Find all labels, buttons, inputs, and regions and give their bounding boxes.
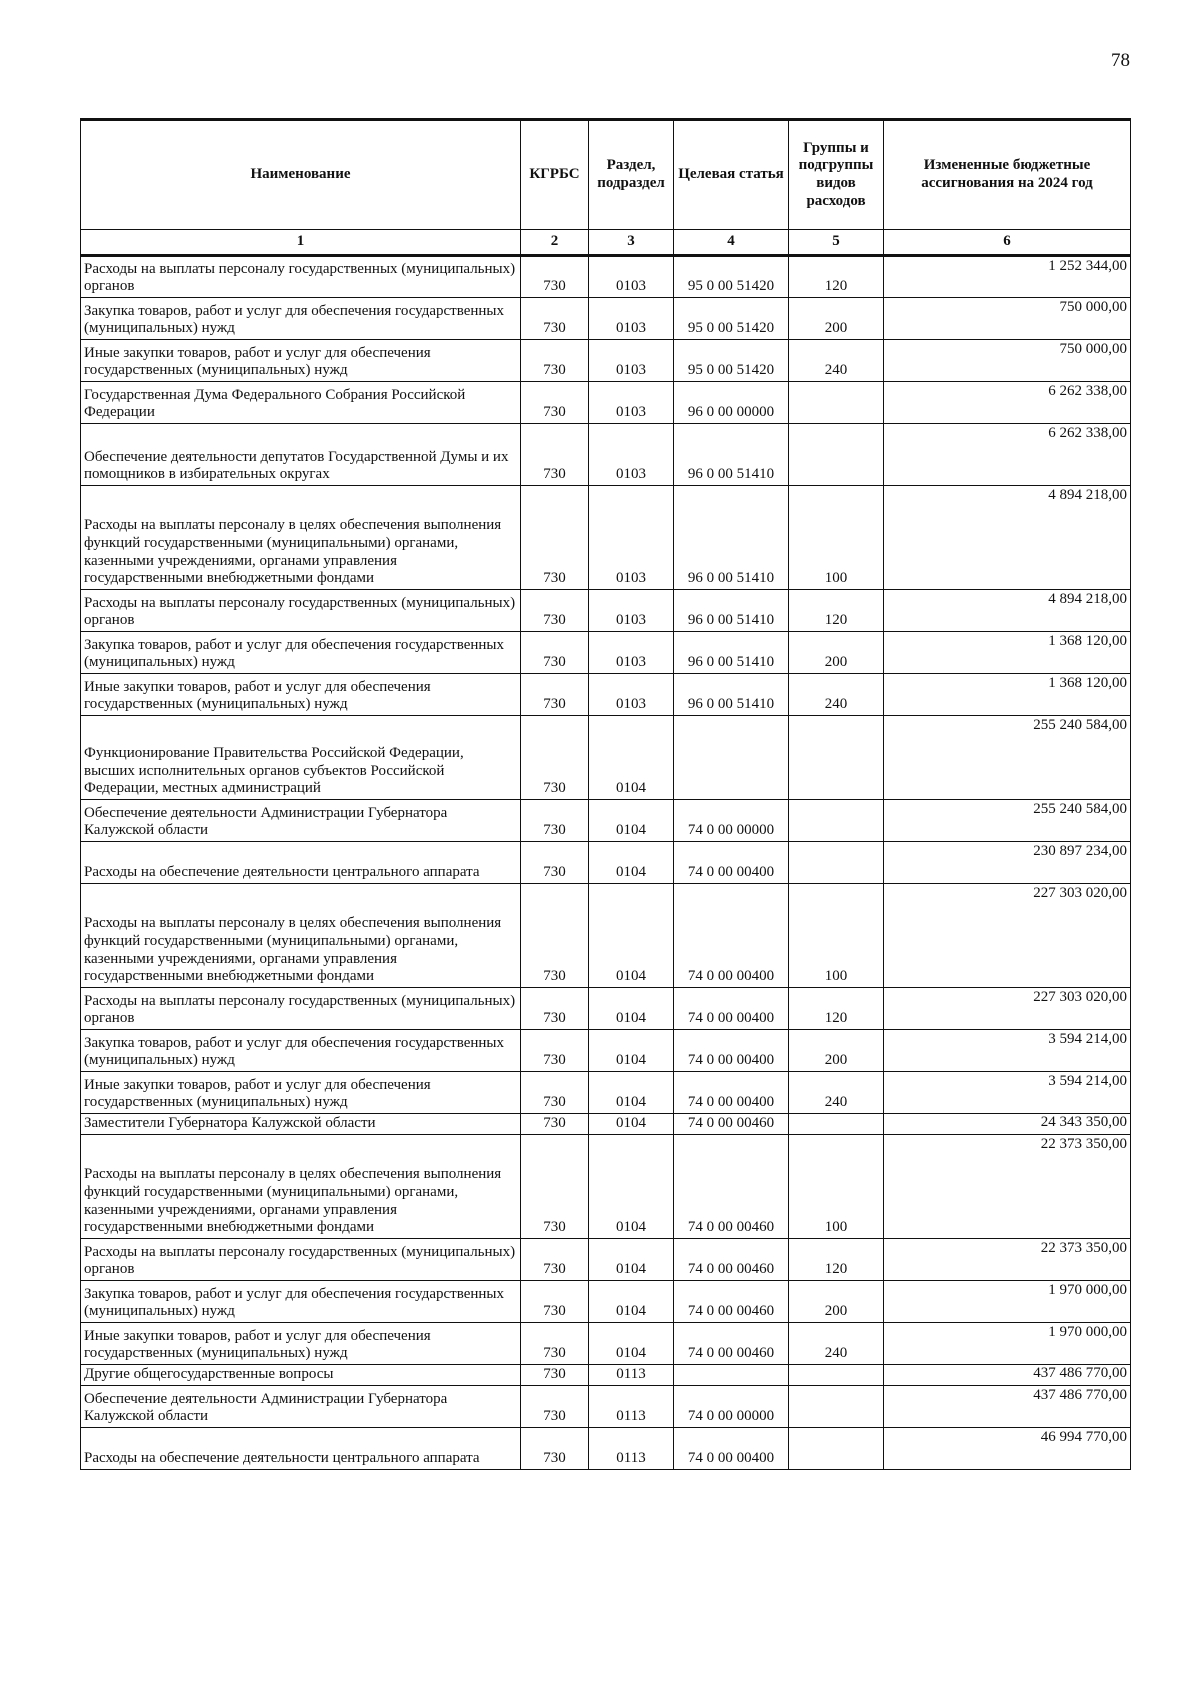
header-row bbox=[81, 120, 1131, 230]
row-article: 96 0 00 51410 bbox=[674, 674, 789, 716]
row-section: 0103 bbox=[589, 298, 674, 340]
row-name: Обеспечение деятельности Администрации Губернатора Калужской области bbox=[81, 800, 521, 842]
row-group: 240 bbox=[789, 1323, 884, 1365]
row-kgrbs: 730 bbox=[521, 590, 589, 632]
row-amount: 437 486 770,00 bbox=[884, 1365, 1131, 1386]
row-name: Обеспечение деятельности депутатов Государственной Думы и их помощников в избирательных округах bbox=[81, 424, 521, 486]
row-group: 120 bbox=[789, 590, 884, 632]
row-name: Расходы на обеспечение деятельности центрального аппарата bbox=[81, 1428, 521, 1470]
row-article: 74 0 00 00000 bbox=[674, 800, 789, 842]
row-name: Расходы на выплаты персоналу в целях обеспечения выполнения функций государственными (муниципальными) органами, казенными учреждениями, органами управления государственными внебюджетными фондами bbox=[81, 1135, 521, 1239]
row-amount: 22 373 350,00 bbox=[884, 1135, 1131, 1239]
row-article: 95 0 00 51420 bbox=[674, 256, 789, 298]
row-name: Иные закупки товаров, работ и услуг для обеспечения государственных (муниципальных) нужд bbox=[81, 1323, 521, 1365]
header-kgrbs: КГРБС bbox=[521, 120, 589, 230]
row-group bbox=[789, 382, 884, 424]
row-group bbox=[789, 842, 884, 884]
row-amount: 3 594 214,00 bbox=[884, 1072, 1131, 1114]
row-name: Иные закупки товаров, работ и услуг для обеспечения государственных (муниципальных) нужд bbox=[81, 674, 521, 716]
row-amount: 230 897 234,00 bbox=[884, 842, 1131, 884]
row-group bbox=[789, 424, 884, 486]
row-section: 0104 bbox=[589, 1030, 674, 1072]
table-row bbox=[81, 988, 1131, 1030]
row-kgrbs: 730 bbox=[521, 1323, 589, 1365]
row-name: Расходы на выплаты персоналу государственных (муниципальных) органов bbox=[81, 256, 521, 298]
row-amount: 6 262 338,00 bbox=[884, 424, 1131, 486]
table-row bbox=[81, 842, 1131, 884]
column-number: 6 bbox=[884, 230, 1131, 256]
row-amount: 1 252 344,00 bbox=[884, 256, 1131, 298]
row-group bbox=[789, 800, 884, 842]
row-section: 0104 bbox=[589, 1114, 674, 1135]
row-section: 0104 bbox=[589, 988, 674, 1030]
row-group: 200 bbox=[789, 1030, 884, 1072]
row-article bbox=[674, 716, 789, 800]
table-row bbox=[81, 1323, 1131, 1365]
row-name: Иные закупки товаров, работ и услуг для обеспечения государственных (муниципальных) нужд bbox=[81, 340, 521, 382]
table-row bbox=[81, 382, 1131, 424]
row-amount: 6 262 338,00 bbox=[884, 382, 1131, 424]
row-kgrbs: 730 bbox=[521, 1135, 589, 1239]
row-kgrbs: 730 bbox=[521, 988, 589, 1030]
row-amount: 227 303 020,00 bbox=[884, 884, 1131, 988]
row-amount: 22 373 350,00 bbox=[884, 1239, 1131, 1281]
row-kgrbs: 730 bbox=[521, 340, 589, 382]
row-section: 0104 bbox=[589, 1323, 674, 1365]
row-article: 74 0 00 00000 bbox=[674, 1386, 789, 1428]
table-row bbox=[81, 1365, 1131, 1386]
row-group: 120 bbox=[789, 1239, 884, 1281]
row-kgrbs: 730 bbox=[521, 716, 589, 800]
row-kgrbs: 730 bbox=[521, 1239, 589, 1281]
table-row bbox=[81, 1072, 1131, 1114]
header-name: Наименование bbox=[81, 120, 521, 230]
row-section: 0104 bbox=[589, 1239, 674, 1281]
column-number: 4 bbox=[674, 230, 789, 256]
row-name: Расходы на обеспечение деятельности центрального аппарата bbox=[81, 842, 521, 884]
row-name: Функционирование Правительства Российской Федерации, высших исполнительных органов субъектов Российской Федерации, местных администраций bbox=[81, 716, 521, 800]
row-name: Закупка товаров, работ и услуг для обеспечения государственных (муниципальных) нужд bbox=[81, 298, 521, 340]
page-number: 78 bbox=[1111, 50, 1130, 71]
row-section: 0103 bbox=[589, 382, 674, 424]
row-section: 0104 bbox=[589, 800, 674, 842]
table-row bbox=[81, 716, 1131, 800]
row-name: Заместители Губернатора Калужской области bbox=[81, 1114, 521, 1135]
row-name: Расходы на выплаты персоналу государственных (муниципальных) органов bbox=[81, 988, 521, 1030]
row-kgrbs: 730 bbox=[521, 800, 589, 842]
column-number: 3 bbox=[589, 230, 674, 256]
row-section: 0113 bbox=[589, 1365, 674, 1386]
row-amount: 255 240 584,00 bbox=[884, 716, 1131, 800]
table-row bbox=[81, 1114, 1131, 1135]
row-section: 0103 bbox=[589, 632, 674, 674]
row-kgrbs: 730 bbox=[521, 674, 589, 716]
row-kgrbs: 730 bbox=[521, 256, 589, 298]
row-article: 96 0 00 51410 bbox=[674, 632, 789, 674]
table-row bbox=[81, 884, 1131, 988]
table-row bbox=[81, 486, 1131, 590]
row-group: 240 bbox=[789, 340, 884, 382]
row-kgrbs: 730 bbox=[521, 382, 589, 424]
row-article: 96 0 00 00000 bbox=[674, 382, 789, 424]
row-kgrbs: 730 bbox=[521, 1030, 589, 1072]
row-kgrbs: 730 bbox=[521, 884, 589, 988]
row-article: 74 0 00 00400 bbox=[674, 1072, 789, 1114]
row-name: Закупка товаров, работ и услуг для обеспечения государственных (муниципальных) нужд bbox=[81, 632, 521, 674]
row-amount: 437 486 770,00 bbox=[884, 1386, 1131, 1428]
row-group: 200 bbox=[789, 632, 884, 674]
column-number: 5 bbox=[789, 230, 884, 256]
row-kgrbs: 730 bbox=[521, 1281, 589, 1323]
row-article: 74 0 00 00400 bbox=[674, 884, 789, 988]
row-kgrbs: 730 bbox=[521, 1428, 589, 1470]
row-group: 120 bbox=[789, 256, 884, 298]
table-row bbox=[81, 424, 1131, 486]
row-section: 0103 bbox=[589, 424, 674, 486]
row-name: Иные закупки товаров, работ и услуг для обеспечения государственных (муниципальных) нужд bbox=[81, 1072, 521, 1114]
row-section: 0113 bbox=[589, 1428, 674, 1470]
table-row bbox=[81, 1428, 1131, 1470]
row-section: 0104 bbox=[589, 1135, 674, 1239]
row-name: Другие общегосударственные вопросы bbox=[81, 1365, 521, 1386]
row-kgrbs: 730 bbox=[521, 424, 589, 486]
row-article: 96 0 00 51410 bbox=[674, 486, 789, 590]
table-row bbox=[81, 1386, 1131, 1428]
row-amount: 4 894 218,00 bbox=[884, 590, 1131, 632]
row-group: 100 bbox=[789, 486, 884, 590]
row-amount: 227 303 020,00 bbox=[884, 988, 1131, 1030]
table-row bbox=[81, 1281, 1131, 1323]
row-section: 0103 bbox=[589, 674, 674, 716]
row-group: 100 bbox=[789, 1135, 884, 1239]
column-number: 1 bbox=[81, 230, 521, 256]
row-section: 0103 bbox=[589, 256, 674, 298]
row-article: 95 0 00 51420 bbox=[674, 298, 789, 340]
column-number-row bbox=[81, 230, 1131, 256]
table-row bbox=[81, 340, 1131, 382]
budget-table bbox=[80, 118, 1131, 1470]
row-name: Расходы на выплаты персоналу государственных (муниципальных) органов bbox=[81, 1239, 521, 1281]
row-amount: 750 000,00 bbox=[884, 340, 1131, 382]
row-amount: 46 994 770,00 bbox=[884, 1428, 1131, 1470]
row-group bbox=[789, 716, 884, 800]
row-section: 0103 bbox=[589, 340, 674, 382]
table-row bbox=[81, 298, 1131, 340]
header-group: Группы и подгруппы видов расходов bbox=[789, 120, 884, 230]
table-row bbox=[81, 590, 1131, 632]
row-article: 74 0 00 00460 bbox=[674, 1114, 789, 1135]
row-amount: 1 368 120,00 bbox=[884, 632, 1131, 674]
table-row bbox=[81, 800, 1131, 842]
row-section: 0104 bbox=[589, 1072, 674, 1114]
row-group: 100 bbox=[789, 884, 884, 988]
table-body bbox=[81, 256, 1131, 1470]
table-row bbox=[81, 1135, 1131, 1239]
row-kgrbs: 730 bbox=[521, 1386, 589, 1428]
row-article: 96 0 00 51410 bbox=[674, 424, 789, 486]
row-group: 240 bbox=[789, 674, 884, 716]
row-article: 74 0 00 00460 bbox=[674, 1239, 789, 1281]
header-amount: Измененные бюджетные ассигнования на 2024 год bbox=[884, 120, 1131, 230]
row-group bbox=[789, 1428, 884, 1470]
row-amount: 1 970 000,00 bbox=[884, 1323, 1131, 1365]
row-section: 0104 bbox=[589, 716, 674, 800]
row-name: Расходы на выплаты персоналу в целях обеспечения выполнения функций государственными (муниципальными) органами, казенными учреждениями, органами управления государственными внебюджетными фондами bbox=[81, 884, 521, 988]
row-section: 0104 bbox=[589, 1281, 674, 1323]
header-section: Раздел, подраздел bbox=[589, 120, 674, 230]
row-kgrbs: 730 bbox=[521, 1072, 589, 1114]
row-article: 74 0 00 00460 bbox=[674, 1281, 789, 1323]
row-name: Закупка товаров, работ и услуг для обеспечения государственных (муниципальных) нужд bbox=[81, 1281, 521, 1323]
row-article: 96 0 00 51410 bbox=[674, 590, 789, 632]
row-section: 0104 bbox=[589, 884, 674, 988]
row-amount: 1 970 000,00 bbox=[884, 1281, 1131, 1323]
row-group bbox=[789, 1114, 884, 1135]
row-article: 74 0 00 00400 bbox=[674, 1428, 789, 1470]
row-group bbox=[789, 1386, 884, 1428]
row-amount: 750 000,00 bbox=[884, 298, 1131, 340]
row-section: 0113 bbox=[589, 1386, 674, 1428]
row-kgrbs: 730 bbox=[521, 1114, 589, 1135]
row-kgrbs: 730 bbox=[521, 298, 589, 340]
row-group: 240 bbox=[789, 1072, 884, 1114]
row-kgrbs: 730 bbox=[521, 1365, 589, 1386]
row-group: 200 bbox=[789, 1281, 884, 1323]
table-row bbox=[81, 1239, 1131, 1281]
row-amount: 4 894 218,00 bbox=[884, 486, 1131, 590]
row-name: Расходы на выплаты персоналу государственных (муниципальных) органов bbox=[81, 590, 521, 632]
row-name: Государственная Дума Федерального Собрания Российской Федерации bbox=[81, 382, 521, 424]
header-article: Целевая статья bbox=[674, 120, 789, 230]
row-section: 0103 bbox=[589, 590, 674, 632]
row-article: 74 0 00 00460 bbox=[674, 1135, 789, 1239]
row-section: 0103 bbox=[589, 486, 674, 590]
row-article: 95 0 00 51420 bbox=[674, 340, 789, 382]
row-article: 74 0 00 00460 bbox=[674, 1323, 789, 1365]
row-kgrbs: 730 bbox=[521, 632, 589, 674]
row-name: Расходы на выплаты персоналу в целях обеспечения выполнения функций государственными (муниципальными) органами, казенными учреждениями, органами управления государственными внебюджетными фондами bbox=[81, 486, 521, 590]
row-kgrbs: 730 bbox=[521, 486, 589, 590]
row-kgrbs: 730 bbox=[521, 842, 589, 884]
row-section: 0104 bbox=[589, 842, 674, 884]
table-row bbox=[81, 674, 1131, 716]
row-group bbox=[789, 1365, 884, 1386]
row-amount: 3 594 214,00 bbox=[884, 1030, 1131, 1072]
table-row bbox=[81, 1030, 1131, 1072]
row-group: 200 bbox=[789, 298, 884, 340]
table-row bbox=[81, 632, 1131, 674]
row-name: Закупка товаров, работ и услуг для обеспечения государственных (муниципальных) нужд bbox=[81, 1030, 521, 1072]
row-article: 74 0 00 00400 bbox=[674, 1030, 789, 1072]
row-name: Обеспечение деятельности Администрации Губернатора Калужской области bbox=[81, 1386, 521, 1428]
column-number: 2 bbox=[521, 230, 589, 256]
row-article bbox=[674, 1365, 789, 1386]
row-amount: 1 368 120,00 bbox=[884, 674, 1131, 716]
row-amount: 255 240 584,00 bbox=[884, 800, 1131, 842]
row-amount: 24 343 350,00 bbox=[884, 1114, 1131, 1135]
row-group: 120 bbox=[789, 988, 884, 1030]
row-article: 74 0 00 00400 bbox=[674, 842, 789, 884]
row-article: 74 0 00 00400 bbox=[674, 988, 789, 1030]
table-row bbox=[81, 256, 1131, 298]
